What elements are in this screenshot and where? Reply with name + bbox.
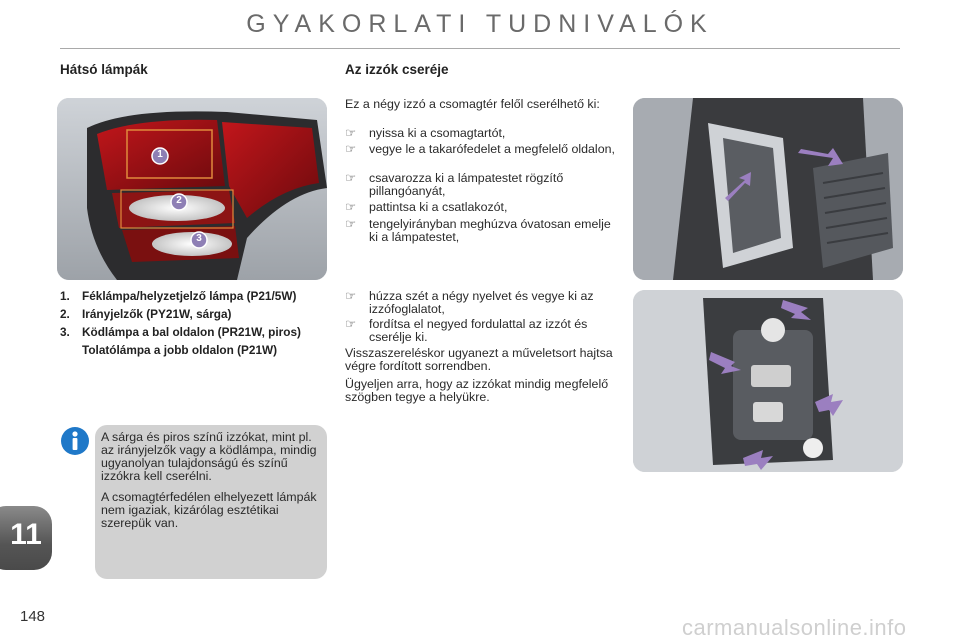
watermark: carmanualsonline.info	[682, 615, 907, 640]
pointing-hand-icon: ☞	[345, 142, 357, 156]
bulb-list-item: 1. Féklámpa/helyzetjelző lámpa (P21/5W)	[60, 289, 297, 303]
step-bullet: ☞ pattintsa ki a csatlakozót,	[345, 200, 508, 214]
trunk-cover-figure	[633, 98, 903, 280]
info-icon	[60, 426, 90, 456]
pointing-hand-icon: ☞	[345, 171, 357, 185]
pointing-hand-icon: ☞	[345, 200, 357, 214]
reassembly-text: Visszaszereléskor ugyanezt a műveletsort hajtsa végre fordított sorrendben.	[345, 346, 613, 373]
page-number: 148	[20, 608, 46, 625]
pointing-hand-icon: ☞	[345, 217, 357, 231]
section-heading-rear-lamps: Hátsó lámpák	[60, 62, 148, 77]
intro-text: Ez a négy izzó a csomagtér felől cserélhető ki:	[345, 97, 600, 111]
lamp-unit-figure	[633, 290, 903, 472]
step-bullet: ☞ tengelyirányban meghúzva óvatosan emelje ki a lámpatestet,	[345, 217, 611, 244]
figure-label-2: 2	[176, 195, 182, 206]
bulb-list-item: Tolatólámpa a jobb oldalon (P21W)	[82, 343, 278, 357]
step-bullet: ☞ fordítsa el negyed fordulattal az izzót és cserélje ki.	[345, 317, 588, 344]
figure-label-1: 1	[157, 149, 163, 160]
header-divider	[60, 48, 900, 49]
info-text	[101, 431, 323, 538]
rear-lamp-figure	[57, 98, 327, 280]
bulb-list-item: 2. Irányjelzők (PY21W, sárga)	[60, 307, 232, 321]
section-heading-bulb-change: Az izzók cseréje	[345, 62, 449, 77]
pointing-hand-icon: ☞	[345, 317, 357, 331]
page-header-title: GYAKORLATI TUDNIVALÓK	[246, 10, 714, 38]
step-bullet: ☞ vegye le a takarófedelet a megfelelő oldalon,	[345, 142, 615, 156]
step-bullet: ☞ csavarozza ki a lámpatestet rögzítő pillangóanyát,	[345, 171, 564, 198]
step-bullet: ☞ húzza szét a négy nyelvet és vegye ki az izzófoglalatot,	[345, 289, 594, 316]
figure-label-3: 3	[196, 233, 202, 244]
pointing-hand-icon: ☞	[345, 289, 357, 303]
angle-note-text: Ügyeljen arra, hogy az izzókat mindig megfelelő szögben tegye a helyükre.	[345, 377, 609, 404]
pointing-hand-icon: ☞	[345, 126, 357, 140]
bulb-list	[60, 290, 322, 357]
info-paragraph: A csomagtérfedélen elhelyezett lámpák nem igaziak, kizárólag esztétikai szerepük van.	[101, 490, 317, 530]
step-bullet: ☞ nyissa ki a csomagtartót,	[345, 126, 506, 140]
chapter-number: 11	[10, 518, 42, 551]
bulb-list-item: 3. Ködlámpa a bal oldalon (PR21W, piros)	[60, 325, 301, 339]
info-paragraph: A sárga és piros színű izzókat, mint pl. az irányjelzők vagy a ködlámpa, mindig ugyanolyan tulajdonságú és színű izzókra kell cserélni.	[101, 430, 317, 483]
